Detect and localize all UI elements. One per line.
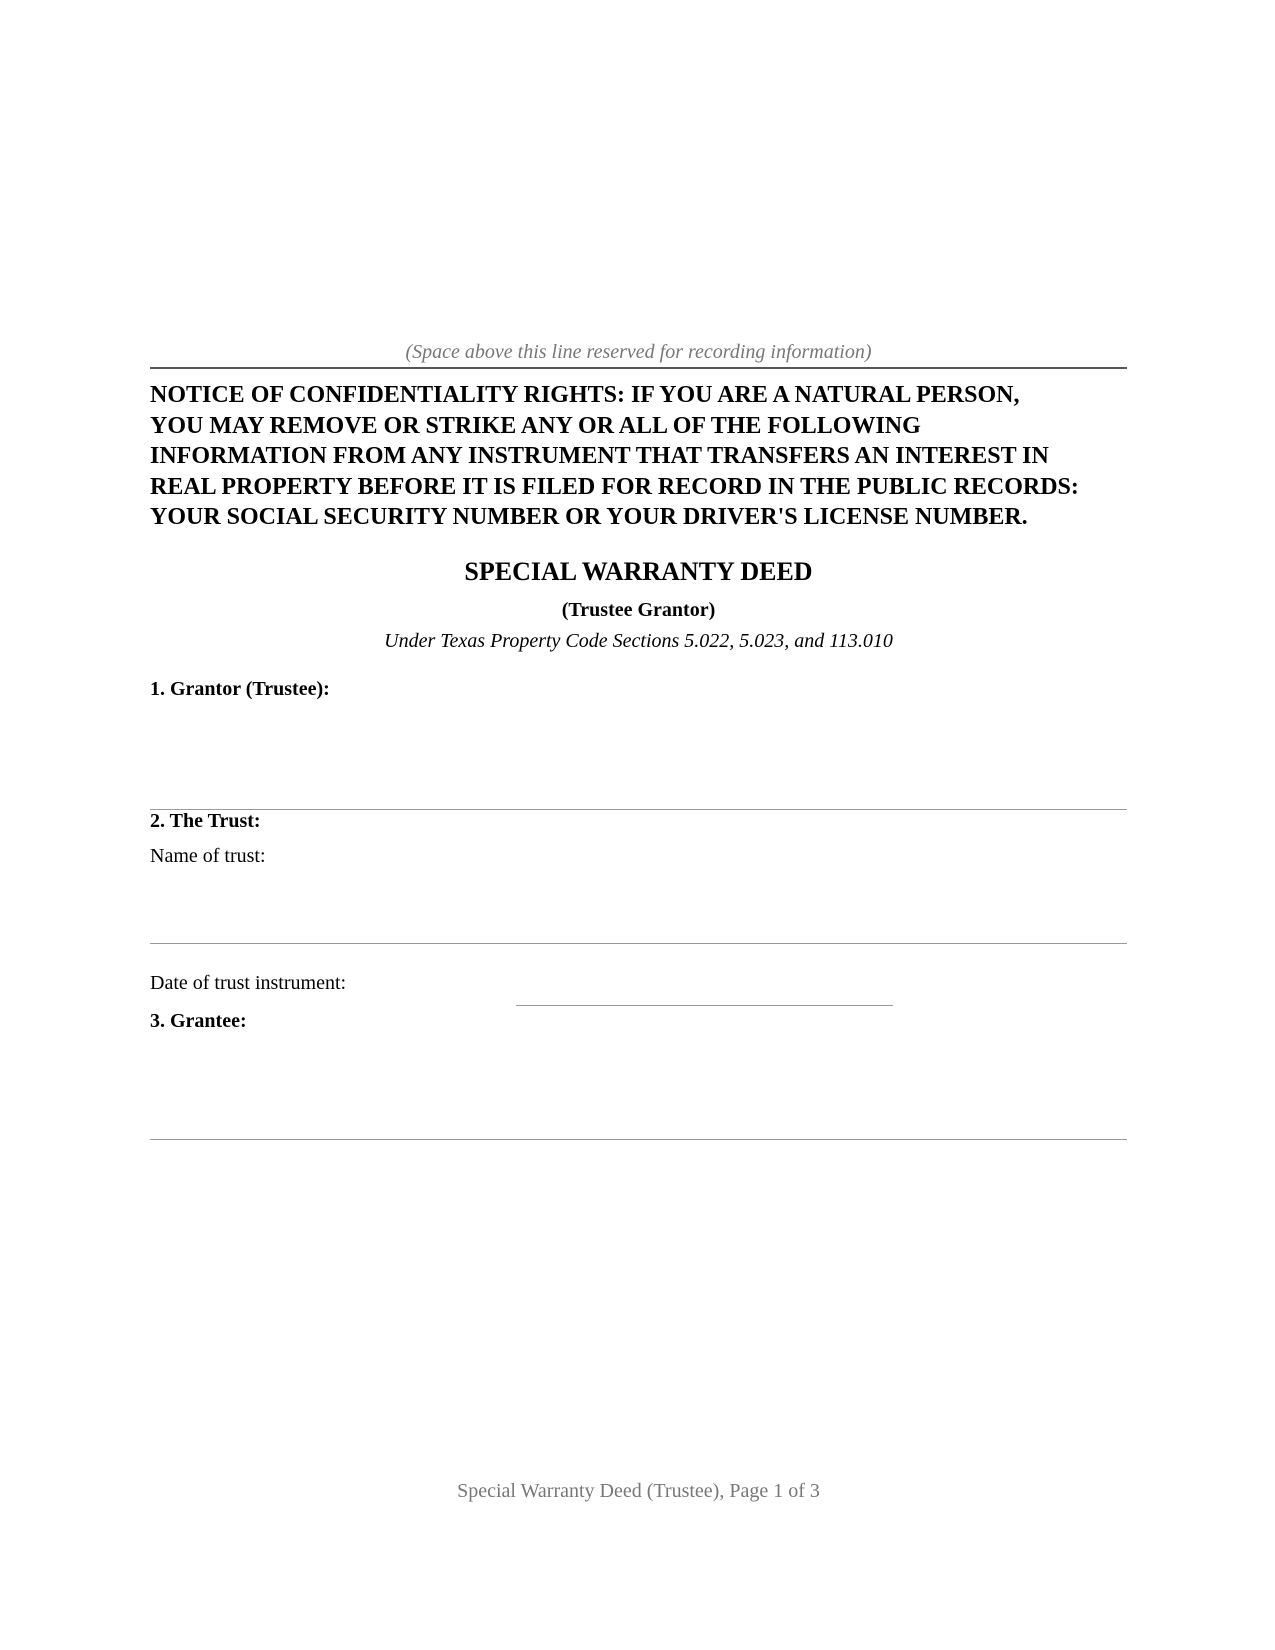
notice-line: YOUR SOCIAL SECURITY NUMBER OR YOUR DRIVER'S LICENSE NUMBER. <box>150 504 1028 530</box>
trust-heading: 2. The Trust: <box>150 810 261 832</box>
notice-line: REAL PROPERTY BEFORE IT IS FILED FOR RECORD IN THE PUBLIC RECORDS: <box>150 473 1079 500</box>
statute-reference: Under Texas Property Code Sections 5.022, 5.023, and 113.010 <box>384 630 893 652</box>
notice-line: YOU MAY REMOVE OR STRIKE ANY OR ALL OF THE FOLLOWING <box>150 412 921 439</box>
grantor-fill-line[interactable] <box>150 809 1127 810</box>
grantee-fill-line[interactable] <box>150 1139 1127 1140</box>
recording-space-note: (Space above this line reserved for recording information) <box>405 341 872 363</box>
trust-name-fill-line[interactable] <box>150 943 1127 944</box>
notice-line: INFORMATION FROM ANY INSTRUMENT THAT TRANSFERS AN INTEREST IN <box>150 443 1049 469</box>
grantee-heading: 3. Grantee: <box>150 1010 247 1032</box>
document-title: SPECIAL WARRANTY DEED <box>464 557 813 586</box>
document-subtitle: (Trustee Grantor) <box>561 599 716 621</box>
recording-divider <box>150 367 1127 369</box>
trust-name-label: Name of trust: <box>150 845 266 867</box>
trust-date-fill-line[interactable] <box>516 1005 893 1006</box>
notice-line: NOTICE OF CONFIDENTIALITY RIGHTS: IF YOU ARE A NATURAL PERSON, <box>150 382 1020 408</box>
trust-date-label: Date of trust instrument: <box>150 972 347 994</box>
grantor-heading: 1. Grantor (Trustee): <box>150 678 330 700</box>
confidentiality-notice <box>150 380 1140 533</box>
page-footer: Special Warranty Deed (Trustee), Page 1 of 3 <box>457 1480 820 1502</box>
